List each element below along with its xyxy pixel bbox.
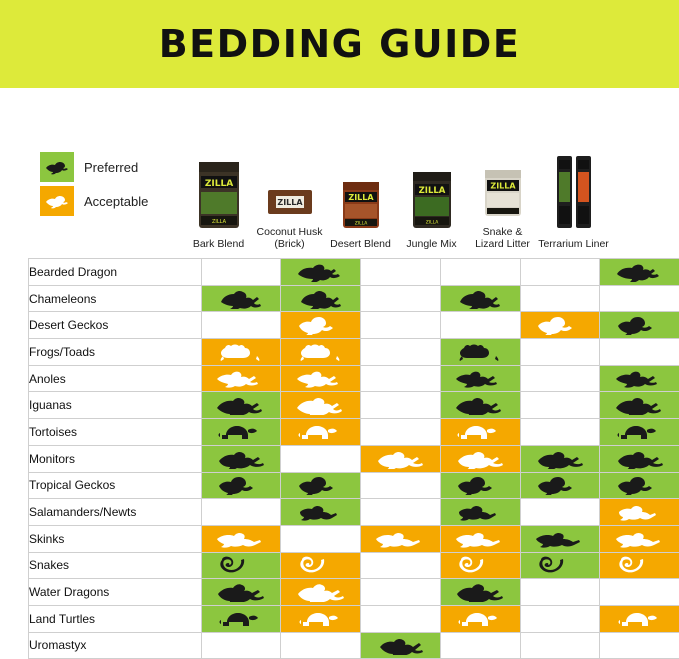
frog-icon	[281, 342, 360, 362]
matrix-cell	[201, 259, 281, 286]
tortoise-icon	[281, 422, 360, 442]
row-label-tortoises: Tortoises	[29, 419, 202, 446]
bearded-dragon-icon	[600, 262, 679, 282]
anole-icon	[281, 369, 360, 388]
matrix-cell	[440, 499, 520, 526]
anole-icon	[600, 369, 679, 388]
row-label-salamanders-newts: Salamanders/Newts	[29, 499, 202, 526]
table-row	[29, 552, 679, 579]
product-image-jungle-mix	[404, 137, 460, 232]
matrix-cell	[440, 339, 520, 366]
matrix-cell	[361, 259, 441, 286]
matrix-cell	[600, 419, 679, 446]
row-label-chameleons: Chameleons	[29, 285, 202, 312]
svg-text:ZILLA: ZILLA	[425, 220, 439, 226]
matrix-cell	[361, 605, 441, 632]
matrix-cell	[440, 259, 520, 286]
matrix-cell	[281, 552, 361, 579]
matrix-cell	[281, 499, 361, 526]
matrix-cell	[600, 285, 679, 312]
snake-icon	[281, 555, 360, 575]
matrix-cell	[281, 392, 361, 419]
svg-text:ZILLA: ZILLA	[418, 186, 445, 196]
row-label-uromastyx: Uromastyx	[29, 632, 202, 659]
matrix-cell	[520, 605, 600, 632]
matrix-cell	[201, 392, 281, 419]
matrix-cell	[600, 525, 679, 552]
row-label-anoles: Anoles	[29, 365, 202, 392]
gecko-icon	[441, 475, 520, 495]
product-terrarium-liner	[538, 110, 609, 250]
legend-label-preferred: Preferred	[84, 160, 138, 175]
product-bark-blend	[183, 110, 254, 250]
salamander-icon	[600, 503, 679, 521]
turtle-icon	[441, 609, 520, 629]
anole-icon	[202, 369, 281, 388]
matrix-cell	[361, 392, 441, 419]
matrix-cell	[440, 365, 520, 392]
gecko-icon	[600, 475, 679, 495]
matrix-cell	[440, 525, 520, 552]
turtle-icon	[600, 609, 679, 629]
matrix-cell	[600, 339, 679, 366]
matrix-cell	[600, 499, 679, 526]
matrix-cell	[520, 419, 600, 446]
matrix-cell	[440, 605, 520, 632]
svg-text:ZILLA: ZILLA	[348, 193, 374, 202]
matrix-cell	[201, 499, 281, 526]
uromastyx-icon	[361, 635, 440, 655]
row-label-bearded-dragon: Bearded Dragon	[29, 259, 202, 286]
table-row	[29, 365, 679, 392]
matrix-cell	[520, 285, 600, 312]
matrix-cell	[520, 579, 600, 606]
product-image-bark-blend	[191, 137, 247, 232]
snake-icon	[202, 555, 281, 575]
matrix-cell	[361, 525, 441, 552]
table-row	[29, 445, 679, 472]
product-label-coconut-husk: Coconut Husk (Brick)	[254, 226, 325, 250]
matrix-cell	[600, 312, 679, 339]
product-image-desert-blend	[333, 137, 389, 232]
iguana-icon	[202, 395, 281, 415]
product-label-jungle-mix: Jungle Mix	[396, 238, 467, 250]
snake-icon	[600, 555, 679, 575]
product-coconut-husk	[254, 110, 325, 250]
monitor-lizard-icon	[361, 449, 440, 469]
table-row	[29, 579, 679, 606]
svg-text:ZILLA: ZILLA	[490, 182, 516, 191]
matrix-cell	[361, 579, 441, 606]
matrix-cell	[201, 472, 281, 499]
matrix-cell	[201, 605, 281, 632]
matrix-cell	[201, 285, 281, 312]
matrix-cell	[520, 472, 600, 499]
product-label-desert-blend: Desert Blend	[325, 238, 396, 250]
matrix-cell	[281, 419, 361, 446]
bearded-dragon-icon	[281, 262, 360, 282]
matrix-cell	[361, 339, 441, 366]
matrix-cell	[600, 579, 679, 606]
table-row	[29, 392, 679, 419]
matrix-cell	[440, 632, 520, 659]
matrix-cell	[440, 472, 520, 499]
svg-text:ZILLA: ZILLA	[277, 198, 303, 207]
matrix-cell	[361, 445, 441, 472]
matrix-cell	[520, 552, 600, 579]
svg-text:ZILLA: ZILLA	[354, 221, 368, 227]
product-image-snake-lizard-litter	[475, 125, 531, 220]
table-row	[29, 259, 679, 286]
legend-label-acceptable: Acceptable	[84, 194, 148, 209]
matrix-cell	[281, 339, 361, 366]
row-label-tropical-geckos: Tropical Geckos	[29, 472, 202, 499]
row-label-land-turtles: Land Turtles	[29, 605, 202, 632]
water-dragon-icon	[441, 582, 520, 602]
matrix-cell	[281, 525, 361, 552]
skink-icon	[202, 530, 281, 548]
product-label-terrarium-liner: Terrarium Liner	[538, 238, 609, 250]
matrix-cell	[361, 419, 441, 446]
gecko-icon	[521, 315, 600, 335]
monitor-lizard-icon	[521, 449, 600, 469]
water-dragon-icon	[281, 582, 360, 602]
product-label-snake-lizard-litter: Snake & Lizard Litter	[467, 226, 538, 250]
iguana-icon	[441, 395, 520, 415]
row-label-frogs-toads: Frogs/Toads	[29, 339, 202, 366]
row-label-desert-geckos: Desert Geckos	[29, 312, 202, 339]
row-label-water-dragons: Water Dragons	[29, 579, 202, 606]
gecko-icon	[521, 475, 600, 495]
skink-icon	[521, 530, 600, 548]
table-row	[29, 472, 679, 499]
chameleon-icon	[441, 289, 520, 309]
matrix-cell	[361, 499, 441, 526]
table-row	[29, 339, 679, 366]
matrix-cell	[600, 392, 679, 419]
matrix-cell	[281, 605, 361, 632]
chameleon-icon	[202, 289, 281, 309]
frog-icon	[441, 342, 520, 362]
matrix-cell	[361, 365, 441, 392]
salamander-icon	[281, 503, 360, 521]
product-desert-blend	[325, 110, 396, 250]
table-row	[29, 605, 679, 632]
monitor-lizard-icon	[600, 449, 679, 469]
matrix-cell	[361, 285, 441, 312]
row-label-skinks: Skinks	[29, 525, 202, 552]
matrix-cell	[201, 312, 281, 339]
matrix-cell	[440, 392, 520, 419]
skink-icon	[600, 530, 679, 548]
tortoise-icon	[202, 422, 281, 442]
gecko-icon	[40, 186, 74, 216]
matrix-cell	[201, 632, 281, 659]
matrix-cell	[600, 259, 679, 286]
matrix-cell	[281, 472, 361, 499]
product-snake-lizard-litter	[467, 110, 538, 250]
matrix-cell	[361, 552, 441, 579]
turtle-icon	[202, 609, 281, 629]
matrix-cell	[600, 605, 679, 632]
matrix-cell	[201, 365, 281, 392]
matrix-cell	[281, 579, 361, 606]
iguana-icon	[600, 395, 679, 415]
matrix-cell	[520, 365, 600, 392]
product-image-terrarium-liner	[546, 137, 602, 232]
matrix-cell	[440, 445, 520, 472]
snake-icon	[521, 555, 600, 575]
matrix-cell	[281, 632, 361, 659]
matrix-cell	[281, 259, 361, 286]
snake-icon	[441, 555, 520, 575]
row-label-monitors: Monitors	[29, 445, 202, 472]
matrix-cell	[600, 445, 679, 472]
matrix-cell	[520, 339, 600, 366]
skink-icon	[441, 530, 520, 548]
matrix-cell	[281, 365, 361, 392]
matrix-cell	[281, 285, 361, 312]
matrix-cell	[440, 285, 520, 312]
svg-text:ZILLA: ZILLA	[211, 219, 226, 225]
page-header	[0, 0, 679, 88]
salamander-icon	[441, 503, 520, 521]
matrix-cell	[520, 445, 600, 472]
matrix-cell	[600, 472, 679, 499]
monitor-lizard-icon	[202, 449, 281, 469]
tortoise-icon	[441, 422, 520, 442]
bedding-matrix	[28, 258, 679, 659]
product-label-bark-blend: Bark Blend	[183, 238, 254, 250]
matrix-cell	[440, 579, 520, 606]
matrix-cell	[520, 499, 600, 526]
matrix-cell	[361, 472, 441, 499]
matrix-cell	[440, 552, 520, 579]
page-title: BEDDING GUIDE	[159, 22, 521, 66]
gecko-icon	[202, 475, 281, 495]
matrix-cell	[600, 632, 679, 659]
matrix-cell	[520, 312, 600, 339]
matrix-cell	[440, 312, 520, 339]
row-label-snakes: Snakes	[29, 552, 202, 579]
turtle-icon	[281, 609, 360, 629]
matrix-cell	[201, 339, 281, 366]
frog-icon	[202, 342, 281, 362]
table-row	[29, 312, 679, 339]
matrix-cell	[201, 419, 281, 446]
gecko-icon	[40, 152, 74, 182]
matrix-cell	[281, 312, 361, 339]
product-jungle-mix	[396, 110, 467, 250]
matrix-cell	[361, 312, 441, 339]
matrix-cell	[281, 445, 361, 472]
gecko-icon	[281, 315, 360, 335]
table-row	[29, 632, 679, 659]
gecko-icon	[281, 475, 360, 495]
table-row	[29, 525, 679, 552]
matrix-cell	[600, 552, 679, 579]
matrix-cell	[600, 365, 679, 392]
matrix-cell	[520, 525, 600, 552]
iguana-icon	[281, 395, 360, 415]
matrix-cell	[361, 632, 441, 659]
product-image-coconut-husk	[262, 125, 318, 220]
svg-text:ZILLA: ZILLA	[204, 179, 232, 189]
anole-icon	[441, 369, 520, 388]
matrix-cell	[520, 632, 600, 659]
water-dragon-icon	[202, 582, 281, 602]
monitor-lizard-icon	[441, 449, 520, 469]
skink-icon	[361, 530, 440, 548]
table-row	[29, 419, 679, 446]
row-label-iguanas: Iguanas	[29, 392, 202, 419]
matrix-cell	[201, 579, 281, 606]
tortoise-icon	[600, 422, 679, 442]
matrix-cell	[201, 552, 281, 579]
gecko-icon	[600, 315, 679, 335]
chameleon-icon	[281, 289, 360, 309]
table-row	[29, 499, 679, 526]
matrix-cell	[520, 392, 600, 419]
matrix-cell	[201, 525, 281, 552]
matrix-cell	[520, 259, 600, 286]
matrix-cell	[440, 419, 520, 446]
product-row	[183, 110, 679, 250]
matrix-cell	[201, 445, 281, 472]
table-row	[29, 285, 679, 312]
